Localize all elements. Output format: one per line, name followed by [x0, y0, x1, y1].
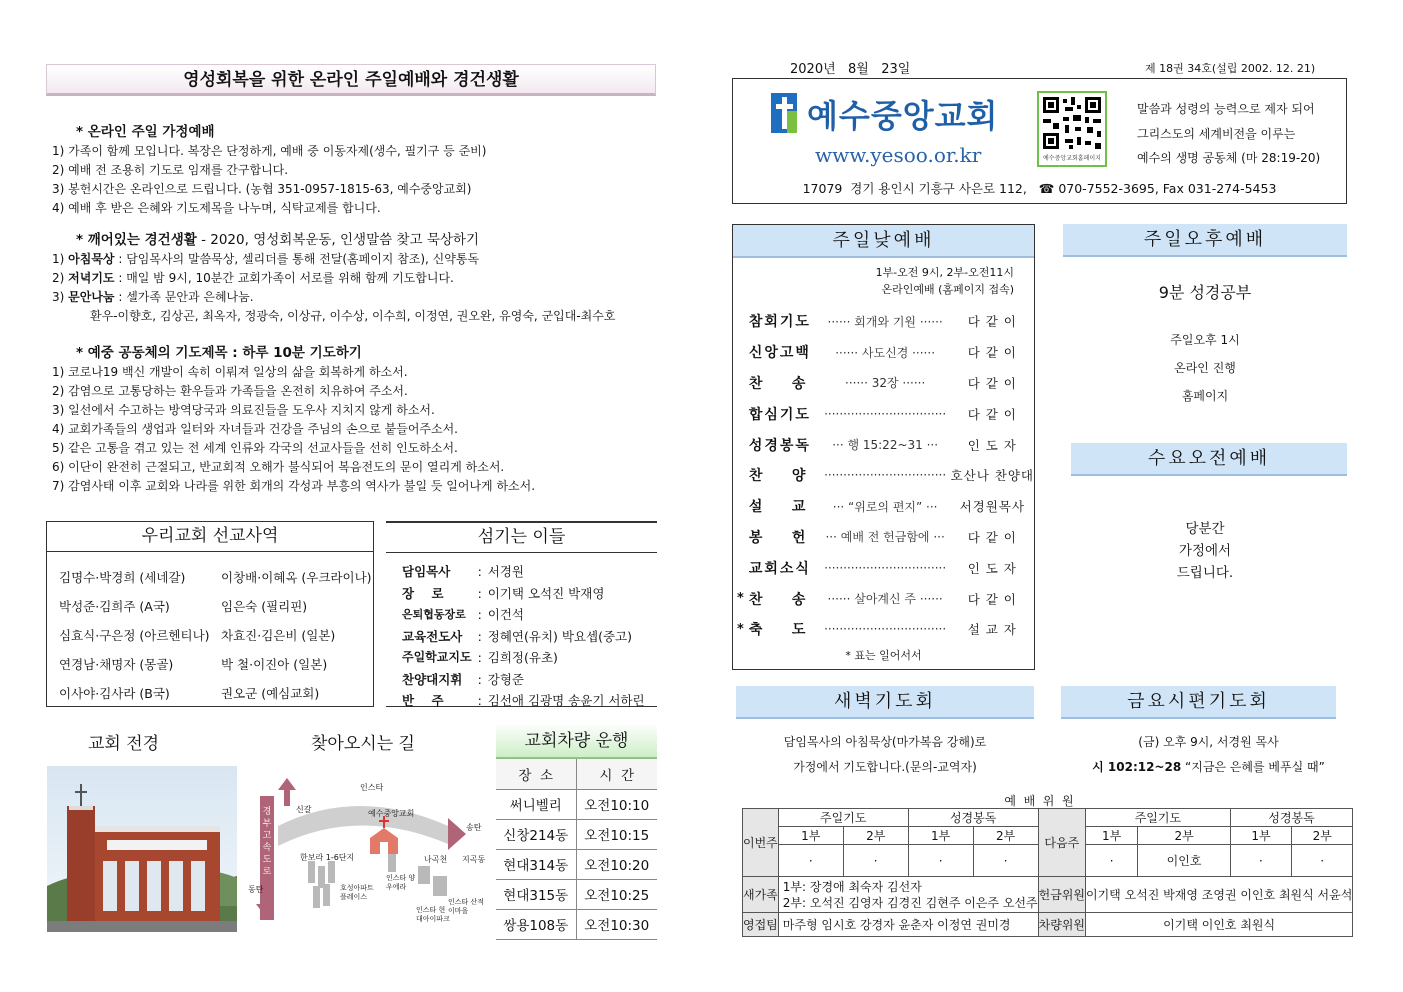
- church-header-box: [732, 78, 1347, 204]
- patients-list: 환우-이향호, 김상곤, 최옥자, 정광숙, 이상규, 이수상, 이수희, 이정연, 권오완, 유영숙, 군입대-최수호: [90, 309, 616, 323]
- section-prayer-heading: * 예중 공동체의 기도제목 : 하루 10분 기도하기: [76, 345, 362, 361]
- order-row: * 축 도 ································ 설 교 자: [737, 621, 1017, 639]
- vehicle-table: [496, 759, 657, 940]
- list-item: 4) 예배 후 받은 은혜와 기도제목을 나누며, 식탁교제를 합니다.: [52, 201, 381, 215]
- order-row: 찬 양 ································ 호산나 찬양대: [748, 468, 1034, 485]
- church-url[interactable]: www.yesoo.or.kr: [815, 143, 982, 167]
- home-worship-list: [52, 142, 486, 218]
- wednesday-details: 당분간 가정에서 드립니다.: [1176, 521, 1234, 581]
- afternoon-details: 주일오후 1시 온라인 진행 홈페이지: [1170, 333, 1240, 403]
- list-item: 3) 봉헌시간은 온라인으로 드립니다. (농협 351-0957-1815-63, 예수중앙교회): [52, 182, 472, 196]
- map-road-label: 경부고속도로: [262, 807, 272, 877]
- map-label-east2: 지곡동: [462, 855, 486, 864]
- table-row: 이번주 주일기도 성경봉독 다음주 주일기도 성경봉독: [743, 809, 1353, 827]
- servants-box: [386, 521, 657, 707]
- table-row: 1부 2부 1부 2부 1부 2부 1부 2부: [743, 827, 1353, 845]
- dawn-prayer-details: 담임목사의 아침묵상(마가복음 강해)로 가정에서 기도합니다.(문의-교역자): [783, 735, 987, 774]
- order-row: * 찬 송 ······ 살아계신 주 ······ 다 같 이: [737, 591, 1017, 608]
- list-item: 3) 일선에서 수고하는 방역당국과 의료진들을 도우사 지치지 않게 하소서.: [52, 403, 435, 417]
- list-item: 1) 가족이 함께 모입니다. 복장은 단정하게, 예배 중 이동자제(생수, 필기구 등 준비): [52, 144, 487, 158]
- map-label-top: 신갈: [296, 805, 312, 814]
- list-item: 1) 코로나19 백신 개발이 속히 이뤄져 일상의 삶을 회복하게 하소서.: [52, 365, 408, 379]
- order-row: 참회기도 ······ 회개와 기원 ······ 다 같 이: [748, 314, 1017, 331]
- section-devotion-heading: * 깨어있는 경건생활 - 2020, 영성회복운동, 인생말씀 찾고 묵상하기: [76, 232, 480, 248]
- order-row: 찬 송 ······ 32장 ······ 다 같 이: [748, 375, 1017, 392]
- qr-code[interactable]: [1037, 91, 1107, 167]
- map-label-a5: 나곡천: [424, 855, 448, 864]
- mission-box: [46, 521, 374, 707]
- prayer-list: [52, 363, 535, 496]
- order-of-service: [737, 306, 1034, 645]
- mission-title: 우리교회 선교사역: [47, 522, 373, 552]
- morning-worship-title: 주일낮예배: [733, 225, 1034, 258]
- list-item: 6) 이단이 완전히 근절되고, 반교회적 오해가 불식되어 복음전도의 문이 열리게 하소서.: [52, 460, 505, 474]
- list-item: 4) 교회가족들의 생업과 일터와 자녀들과 건강을 주님의 손으로 붙들어주소서.: [52, 422, 459, 436]
- servants-title: 섬기는 이들: [386, 523, 657, 553]
- list-item: 3) 문안나눔 : 셀가족 문안과 은혜나눔.: [52, 290, 254, 304]
- order-row: 교회소식 ································ 인 도 자: [748, 560, 1017, 577]
- church-name: 예수중앙교회: [807, 97, 999, 135]
- table-row: 새가족 1부: 장경애 최숙자 김선자 2부: 오석진 김영자 김경진 김현주 이은주 오선주 헌금위원 이기택 오석진 박재영 조영권 이인호 최원식 서윤석: [743, 877, 1353, 913]
- list-item: 2) 저녁기도 : 매일 밤 9시, 10분간 교회가족이 서로를 위해 함께 기도합니다.: [52, 271, 454, 285]
- church-photo: [47, 766, 237, 932]
- map-label-a2: 한보라 1-6단지: [300, 853, 355, 862]
- standing-note: * 표는 일어서서: [845, 648, 922, 662]
- map-label-a4: 인스타 양우에라: [386, 874, 416, 891]
- order-row: 설 교 ··· “위로의 편지” ··· 서경원목사: [748, 499, 1025, 516]
- duty-table: [742, 808, 1353, 937]
- map-label-a3: 호성아파트 플레이스: [340, 884, 374, 901]
- servants-table: 담임목사 : 서경원 장 로 : 이기택 오석진 박재영 은퇴협동장로 : 이건석 교육전도사 : 정혜연(유치) 박요셉(중고) 주일학교지도 : 김희정(유초) 찬양대지휘 : 강형준 반 주 : 김선애 김광명 송윤기 서하린: [402, 564, 645, 708]
- list-item: 5) 같은 고통을 겪고 있는 전 세계 인류와 각국의 선교사들을 선히 인도하소서.: [52, 441, 458, 455]
- list-item: 1) 아침묵상 : 담임목사의 말씀묵상, 셀리더를 통해 전달(홈페이지 참조), 신약통독: [52, 252, 480, 266]
- list-item: 2) 예배 전 조용히 기도로 임재를 간구합니다.: [52, 163, 289, 177]
- order-row: 신앙고백 ······ 사도신경 ······ 다 같 이: [748, 345, 1017, 362]
- map-label-east: 송탄: [466, 823, 482, 832]
- map-label-a6: 인스타 산적이마을: [448, 898, 485, 915]
- church-address: 17079 경기 용인시 기흥구 사은로 112, ☎ 070-7552-3695, Fax 031-274-5453: [802, 181, 1277, 196]
- table-row: 신창214동 오전10:15: [496, 819, 657, 849]
- table-row: 쌍용108동 오전10:30: [496, 909, 657, 939]
- wednesday-worship-title: 수요오전예배: [1071, 443, 1347, 476]
- table-row: 영접팀 마주형 임시호 강경자 윤춘자 이정연 권미경 차량위원 이기택 이인호 최원식: [743, 913, 1353, 937]
- afternoon-worship-title: 주일오후예배: [1063, 224, 1347, 257]
- issue-volume: 제 18권 34호(설립 2002. 12. 21): [1145, 62, 1316, 75]
- map-label-a1: 인스타: [360, 783, 384, 792]
- issue-date: 2020년 8월 23일: [790, 62, 911, 77]
- table-row: 현대314동 오전10:20: [496, 849, 657, 879]
- photo-label: 교회 전경: [88, 734, 160, 754]
- list-item: 2) 감염으로 고통당하는 환우들과 가족들을 온전히 치유하여 주소서.: [52, 384, 408, 398]
- morning-worship-times: 1부-오전 9시, 2부-오전11시 온라인예배 (홈페이지 접속): [875, 266, 1014, 296]
- order-row: 성경봉독 ··· 행 15:22~31 ··· 인 도 자: [748, 437, 1017, 454]
- section-home-worship-heading: * 온라인 주일 가정예배: [76, 124, 215, 140]
- table-row: 써니벨리 오전10:10: [496, 789, 657, 819]
- map-label-left: 동탄: [248, 885, 264, 894]
- map-label-a7: 인스타 현대아이파크: [416, 906, 450, 923]
- friday-prayer-title: 금요시편기도회: [1061, 686, 1336, 719]
- devotion-list: [52, 250, 615, 326]
- duty-title: 예 배 위 원: [1004, 794, 1074, 808]
- page-title: 영성회복을 위한 온라인 주일예배와 경건생활: [46, 64, 656, 96]
- friday-prayer-details: (금) 오후 9시, 서경원 목사 시 102:12~28 “지금은 은혜를 베푸실 때”: [1092, 735, 1325, 774]
- qr-caption: 예수중앙교회홈페이지: [1043, 155, 1101, 162]
- dawn-prayer-title: 새벽기도회: [736, 686, 1034, 719]
- table-row: · · · · · 이인호 · ·: [743, 845, 1353, 877]
- map-label-church: 예수중앙교회: [368, 809, 415, 818]
- afternoon-subtitle: 9분 성경공부: [1158, 283, 1252, 302]
- church-logo-icon: [771, 93, 797, 133]
- mission-table: 김명수·박경희 (세네갈) 이창배·이혜옥 (우크라이나) 박성준·김희주 (A국) 임은숙 (필리핀) 심효식·구은정 (아르헨티나) 차효진·김은비 (일본) 연경남·채명자 (몽골) 박 철·이진아 (일본) 이사야·김사라 (B국) 권오군 (예심교회): [59, 569, 372, 701]
- directions-map: [248, 766, 488, 932]
- table-row: 현대315동 오전10:25: [496, 879, 657, 909]
- vehicle-title: 교회차량 운행: [496, 723, 657, 759]
- map-label: 찾아오시는 길: [311, 734, 415, 754]
- list-item: 7) 감염사태 이후 교회와 나라를 위한 회개의 각성과 부흥의 역사가 불일 듯 일어나게 하소서.: [52, 479, 536, 493]
- order-row: 합심기도 ································ 다 같 이: [748, 406, 1017, 423]
- morning-worship-box: [732, 224, 1035, 670]
- order-row: 봉 헌 ··· 예배 전 헌금함에 ··· 다 같 이: [748, 529, 1017, 546]
- church-motto: 말씀과 성령의 능력으로 제자 되어 그리스도의 세계비전을 이루는 예수의 생명 공동체 (마 28:19-20): [1137, 102, 1321, 165]
- table-row: 장 소 시 간: [496, 759, 657, 789]
